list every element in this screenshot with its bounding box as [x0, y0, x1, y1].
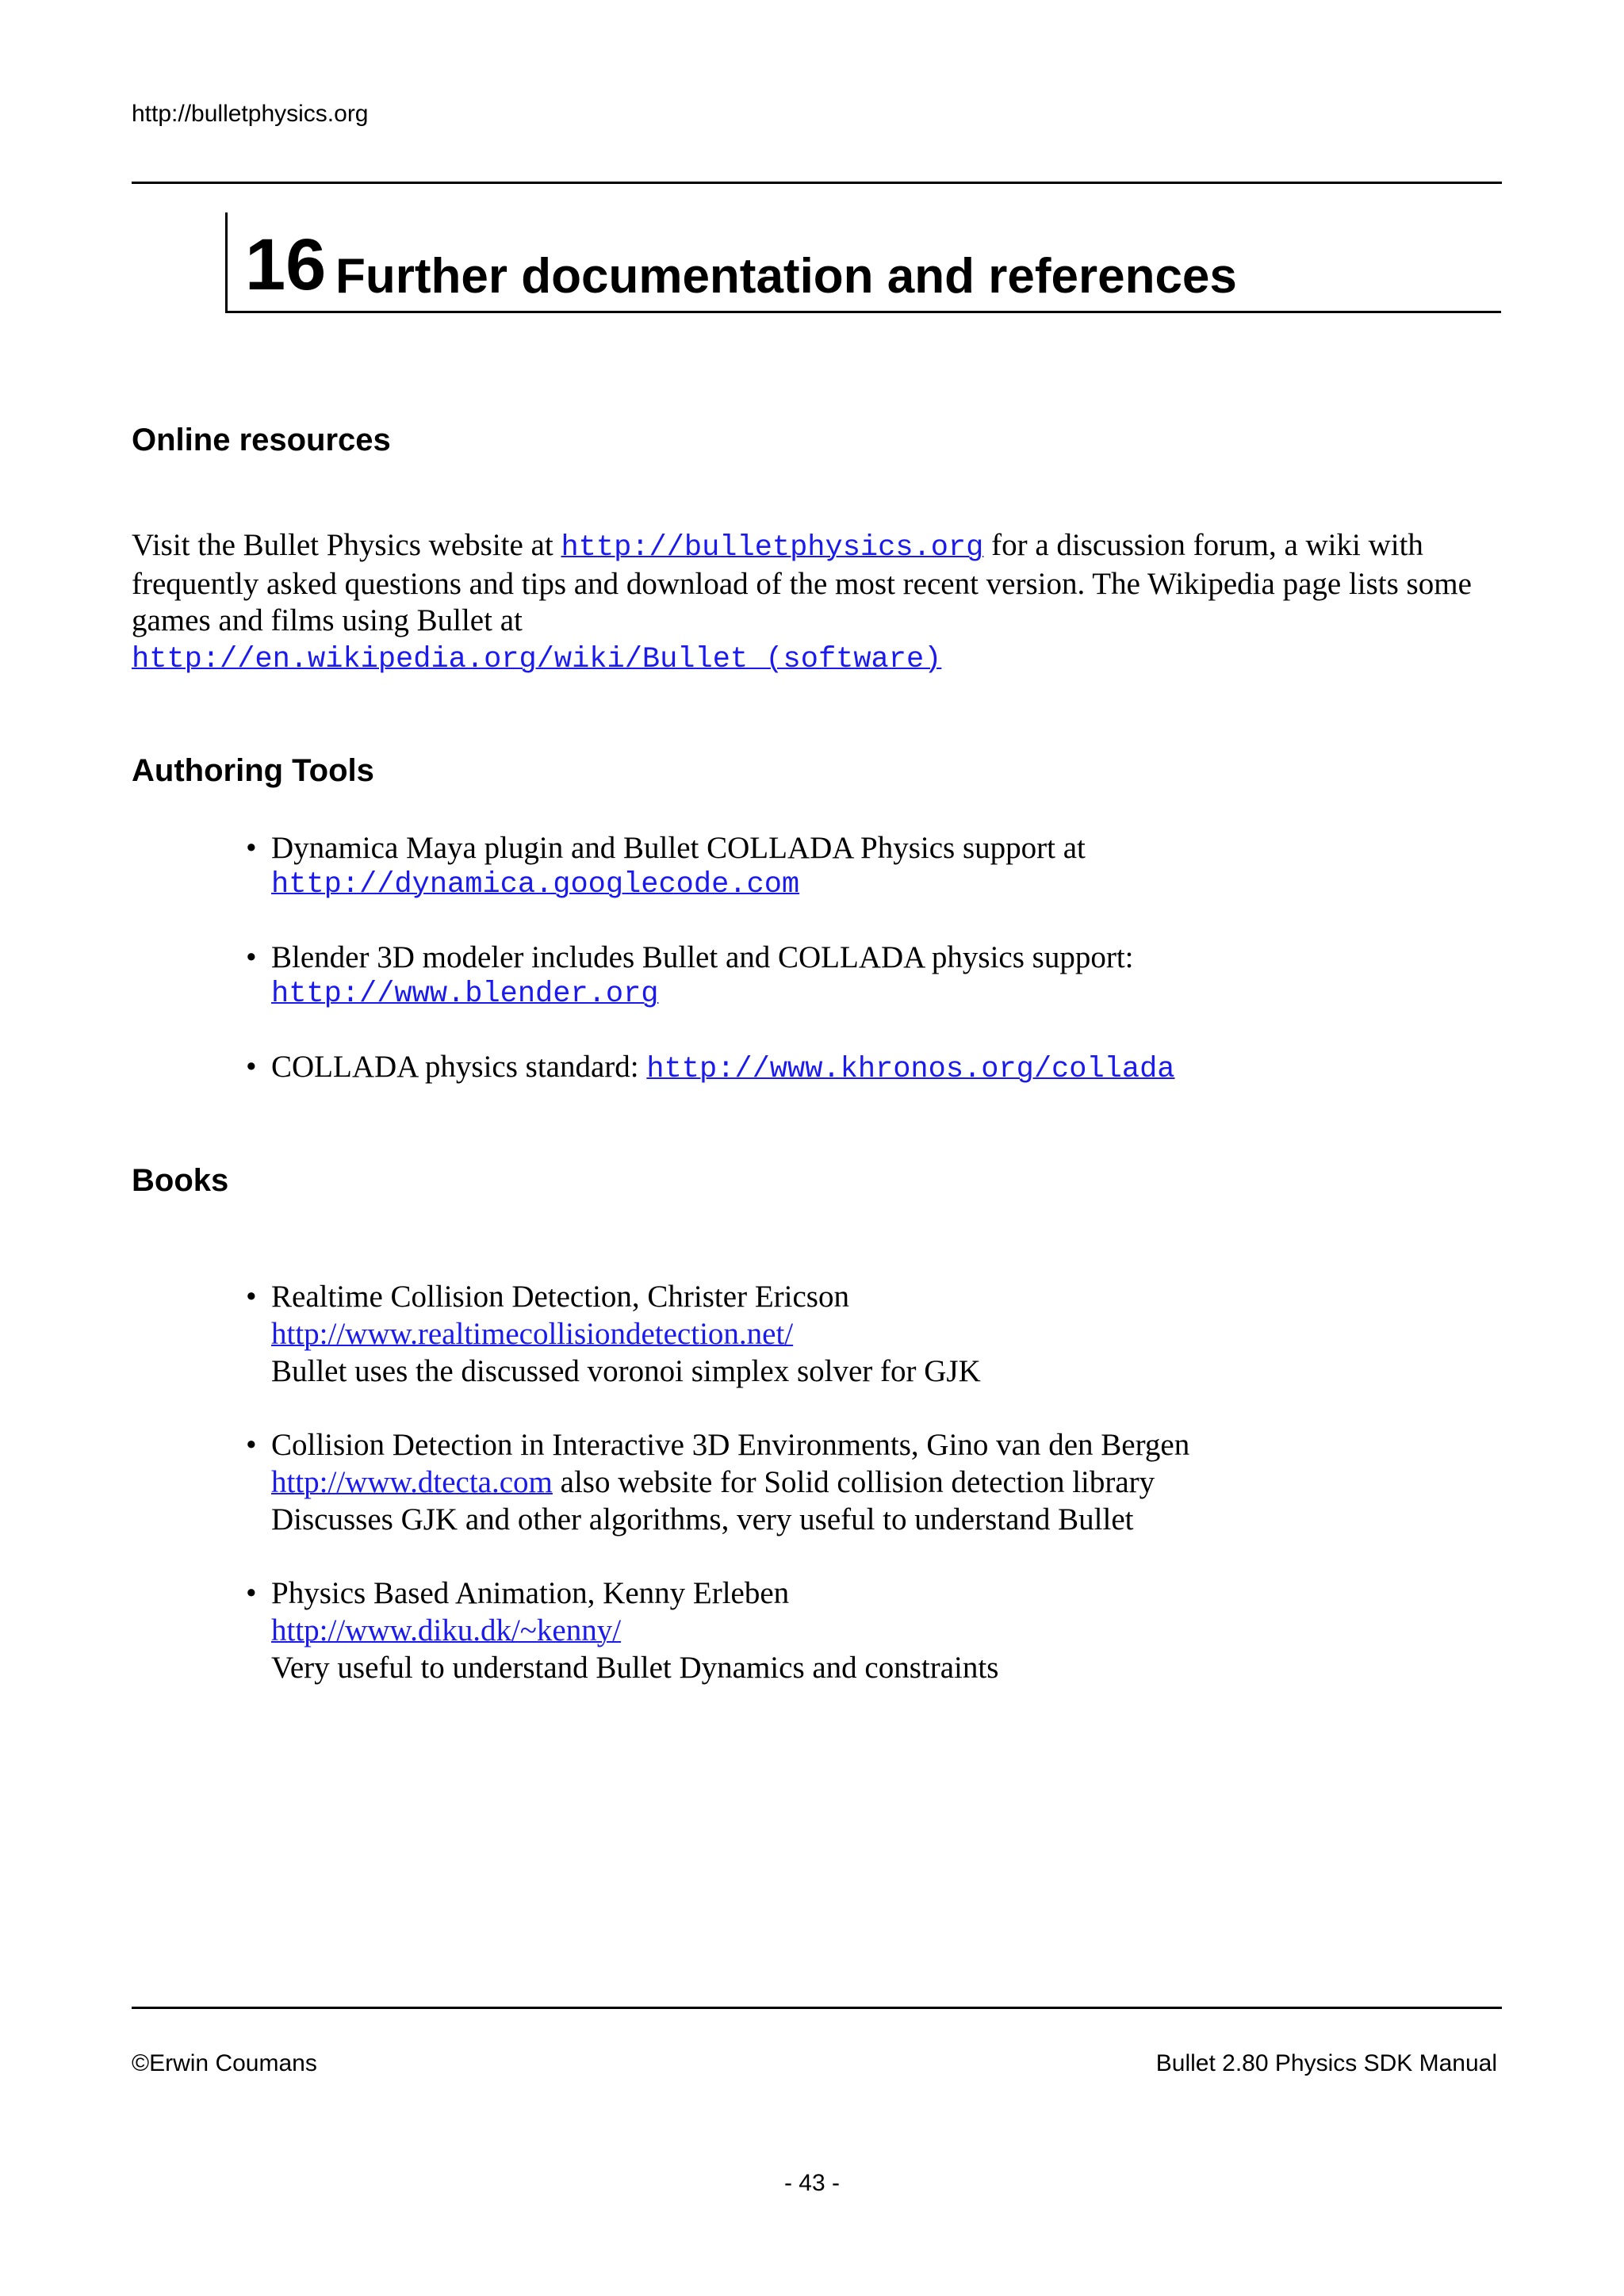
- footer-manual-title: Bullet 2.80 Physics SDK Manual: [1155, 2050, 1497, 2076]
- bulletphysics-link[interactable]: http://bulletphysics.org: [561, 531, 984, 564]
- paragraph-text: Visit the Bullet Physics website at: [132, 528, 561, 562]
- book-title: Collision Detection in Interactive 3D Environments, Gino van den Bergen: [271, 1428, 1190, 1462]
- link-suffix: also website for Solid collision detection library: [552, 1465, 1155, 1499]
- bullet-icon: •: [246, 1050, 257, 1084]
- list-item: [246, 1426, 1499, 1538]
- realtimecollisiondetection-link[interactable]: http://www.realtimecollisiondetection.net/: [271, 1317, 794, 1351]
- footer-author: ©Erwin Coumans: [132, 2050, 317, 2076]
- list-item-text: Blender 3D modeler includes Bullet and COLLADA physics support:: [271, 940, 1134, 974]
- book-title: Realtime Collision Detection, Christer Ericson: [271, 1280, 849, 1314]
- diku-kenny-link[interactable]: http://www.diku.dk/~kenny/: [271, 1613, 622, 1647]
- list-item: [246, 1048, 1499, 1089]
- book-note: Discusses GJK and other algorithms, very useful to understand Bullet: [271, 1502, 1134, 1536]
- footer-divider: [132, 2007, 1502, 2009]
- online-resources-paragraph: [132, 527, 1503, 678]
- section-heading-authoring-tools: Authoring Tools: [132, 753, 374, 788]
- book-note: Very useful to understand Bullet Dynamics and constraints: [271, 1651, 999, 1685]
- bullet-icon: •: [246, 831, 257, 865]
- blender-link[interactable]: http://www.blender.org: [271, 978, 659, 1011]
- section-heading-books: Books: [132, 1163, 229, 1198]
- page-number: - 43 -: [783, 2170, 841, 2196]
- header-divider: [132, 182, 1502, 184]
- book-title: Physics Based Animation, Kenny Erleben: [271, 1576, 790, 1610]
- section-heading-online-resources: Online resources: [132, 423, 391, 457]
- chapter-number: 16: [245, 224, 327, 305]
- books-list: [246, 1278, 1499, 1686]
- bullet-icon: •: [246, 940, 257, 974]
- header-url: http://bulletphysics.org: [132, 101, 369, 127]
- list-item-text: COLLADA physics standard:: [271, 1050, 647, 1084]
- book-note: Bullet uses the discussed voronoi simplex solver for GJK: [271, 1354, 981, 1388]
- list-item: [246, 1278, 1499, 1390]
- chapter-title: Further documentation and references: [335, 249, 1237, 304]
- khronos-collada-link[interactable]: http://www.khronos.org/collada: [646, 1053, 1175, 1086]
- dtecta-link[interactable]: http://www.dtecta.com: [271, 1465, 553, 1499]
- chapter-heading: [225, 212, 1501, 313]
- bullet-icon: •: [246, 1280, 257, 1314]
- dynamica-link[interactable]: http://dynamica.googlecode.com: [271, 868, 800, 901]
- list-item-text: Dynamica Maya plugin and Bullet COLLADA Physics support at: [271, 831, 1086, 865]
- list-item: [246, 1575, 1499, 1686]
- list-item: [246, 829, 1499, 904]
- list-item: [246, 939, 1499, 1013]
- bullet-icon: •: [246, 1428, 257, 1462]
- bullet-icon: •: [246, 1576, 257, 1610]
- authoring-tools-list: [246, 829, 1499, 1089]
- wikipedia-link[interactable]: http://en.wikipedia.org/wiki/Bullet (software): [132, 643, 942, 676]
- paragraph-text: for a discussion forum, a wiki with frequently asked questions and tips and download of the most recent version. The Wikipedia page lists some games and films using Bullet at: [132, 528, 1472, 637]
